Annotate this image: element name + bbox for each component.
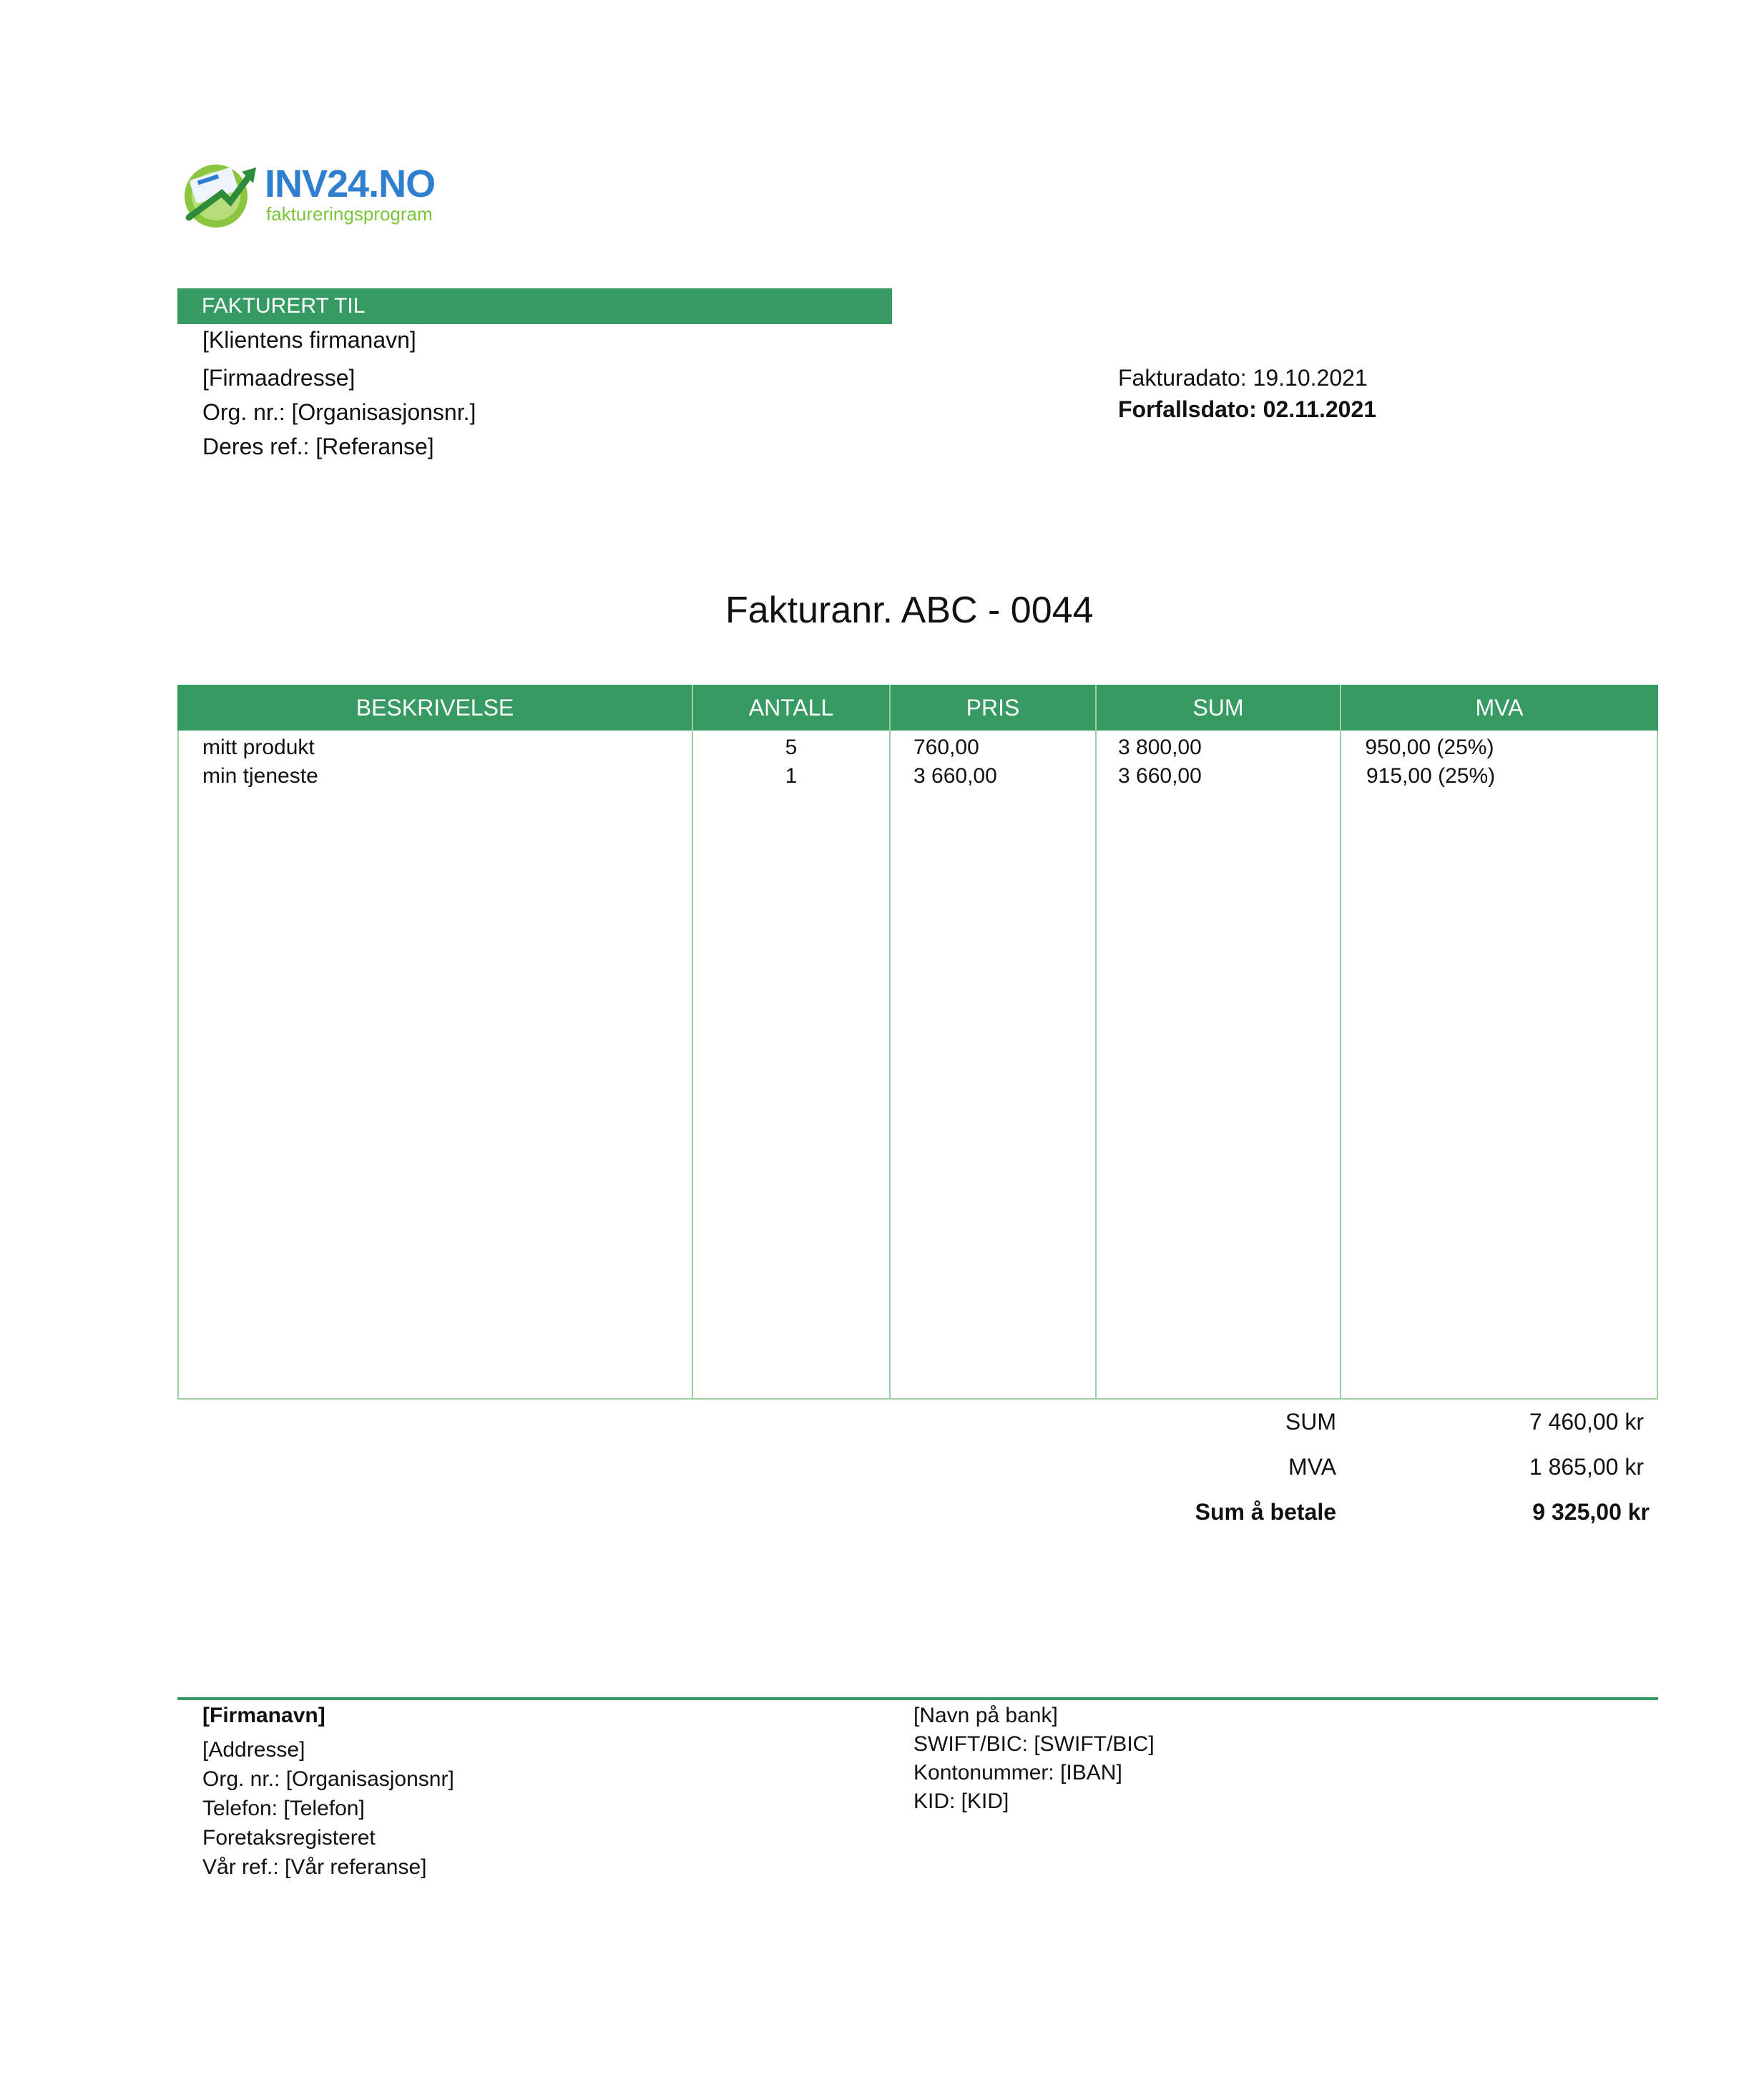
footer-company-phone: Telefon: [Telefon] [202,1797,365,1820]
due-date: Forfallsdato: 02.11.2021 [1118,396,1377,422]
row-price: 760,00 [913,736,979,759]
column-divider [1095,686,1097,1398]
row-vat: 950,00 (25%) [1359,736,1494,759]
row-description: mitt produkt [202,736,315,759]
column-divider [1340,686,1341,1398]
footer-company-address: [Addresse] [202,1738,305,1762]
invoice-number: Fakturanr. ABC - 0044 [725,590,1094,631]
col-header-vat: MVA [1475,695,1524,721]
footer-our-ref: Vår ref.: [Vår referanse] [202,1855,427,1879]
row-quantity: 5 [785,736,798,759]
company-logo [179,159,436,230]
logo-text: INV24.NO [265,162,436,205]
totals-sum-value: 7 460,00 kr [1529,1409,1644,1435]
col-header-sum: SUM [1192,695,1244,721]
footer-divider [177,1697,1658,1700]
client-address: [Firmaadresse] [202,365,356,391]
footer-bank-swift: SWIFT/BIC: [SWIFT/BIC] [913,1732,1155,1756]
footer-company-name: [Firmanavn] [202,1704,325,1727]
row-sum: 3 660,00 [1118,764,1202,788]
column-divider [692,686,693,1398]
inv24-logo-icon [179,159,258,230]
row-price: 3 660,00 [913,764,997,788]
footer-bank-name: [Navn på bank] [913,1704,1058,1727]
col-header-quantity: ANTALL [748,695,834,721]
client-reference: Deres ref.: [Referanse] [202,434,434,459]
col-header-price: PRIS [966,695,1020,721]
column-divider [889,686,891,1398]
totals-due-value: 9 325,00 kr [1532,1499,1650,1525]
footer-bank-kid: KID: [KID] [913,1789,1009,1813]
row-description: min tjeneste [202,764,318,788]
footer-company-register: Foretaksregisteret [202,1826,376,1850]
client-name: [Klientens firmanavn] [202,327,416,353]
client-org-nr: Org. nr.: [Organisasjonsnr.] [202,399,476,425]
totals-vat-label: MVA [1288,1454,1336,1480]
billed-to-header [177,288,892,324]
col-header-description: BESKRIVELSE [356,695,514,721]
totals-due-label: Sum å betale [1195,1499,1336,1525]
items-table [177,685,1658,1400]
logo-subtitle: faktureringsprogram [266,203,433,225]
invoice-date: Fakturadato: 19.10.2021 [1118,365,1368,391]
row-quantity: 1 [785,764,798,788]
billed-to-title: FAKTURERT TIL [202,294,366,318]
totals-vat-value: 1 865,00 kr [1529,1454,1644,1480]
table-header [177,685,1658,731]
footer-company-org-nr: Org. nr.: [Organisasjonsnr] [202,1767,454,1791]
footer-bank-account: Kontonummer: [IBAN] [913,1761,1122,1784]
row-sum: 3 800,00 [1118,736,1202,759]
row-vat: 915,00 (25%) [1366,764,1496,788]
totals-sum-label: SUM [1285,1409,1336,1435]
